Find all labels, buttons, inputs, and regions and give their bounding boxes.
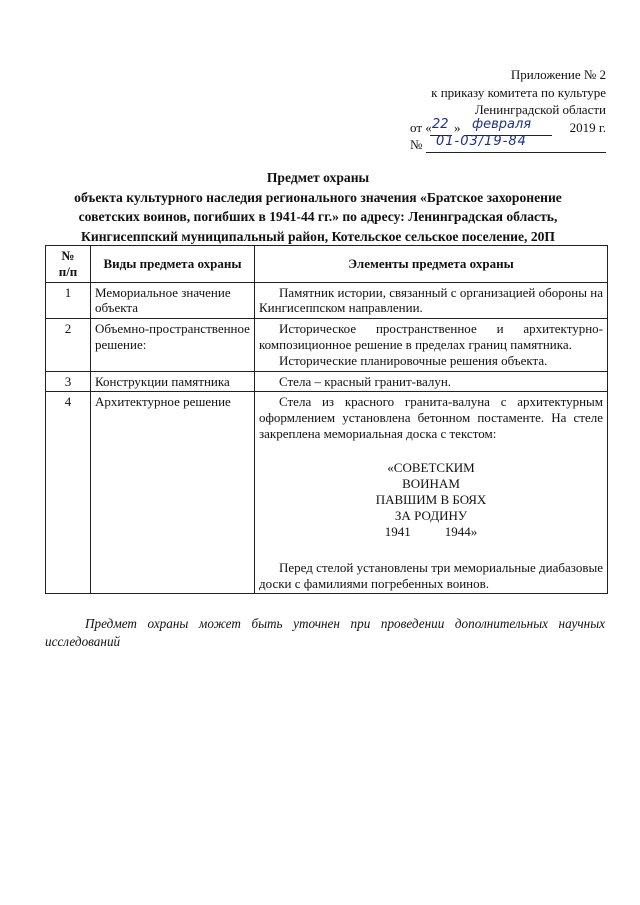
row-type: Мемориальное значение объекта [91,282,255,319]
row-elements: Стела – красный гранит-валун. [255,371,608,392]
row-elements: Памятник истории, связанный с организацией обороны на Кингисеппском направлении. [255,282,608,319]
header-elements: Элементы предмета охраны [255,246,608,283]
footnote: Предмет охраны может быть уточнен при проведении дополнительных научных исследований [45,616,605,649]
memorial-inscription: «СОВЕТСКИМ ВОИНАМ ПАВШИМ В БОЯХ ЗА РОДИНУ 1941 1944» [375,459,487,539]
appendix-region: Ленинградской области [474,102,606,117]
row-elements: Историческое пространственное и архитектурно-композиционное решение в пределах границ памятника. Исторические планировочные решения объекта. [255,319,608,371]
protection-subject-table [45,245,608,594]
row-num: 3 [46,371,91,392]
appendix-order-ref: к приказу комитета по культуре [431,84,606,100]
date-month-handwritten: февраля [472,116,532,132]
row-type: Конструкции памятника [91,371,255,392]
row-num: 1 [46,282,91,319]
row-type: Объемно-пространственное решение: [91,319,255,371]
table-row [46,392,608,594]
row-type: Архитектурное решение [91,392,255,594]
order-number-handwritten: 01-03/19-84 [436,134,527,149]
table-row [46,371,608,392]
row-num: 2 [46,319,91,371]
appendix-number: № 01-03/19-84 [380,136,606,154]
appendix-label: Приложение № 2 [510,67,606,82]
document-title: Предмет охраны объекта культурного наследия регионального значения «Братское захоронение советских воинов, погибших в 1941-44 гг.» по адресу: Ленинградская область, Кингисеппский муниципальный район, Котельское сельское поселение, 20П [74,170,562,244]
appendix-date: от « 22 » февраля 2019 г. [410,116,606,135]
row-elements: Стела из красного гранита-валуна с архитектурным оформлением установлена бетонном постаменте. На стеле закреплена мемориальная доска с текстом: «СОВЕТСКИМ ВОИНАМ ПАВШИМ В БОЯХ ЗА РОДИНУ 1941 1944» Перед стелой установлены три мемориальные диабазовые доски с фамилиями погребенных воинов. [255,392,608,594]
appendix-header [380,66,606,154]
date-day-handwritten: 22 [432,116,449,132]
row-num: 4 [46,392,91,594]
table-row [46,282,608,319]
table-header-row [46,246,608,283]
header-type: Виды предмета охраны [91,246,255,283]
header-num: № п/п [46,246,91,283]
table-row [46,319,608,371]
